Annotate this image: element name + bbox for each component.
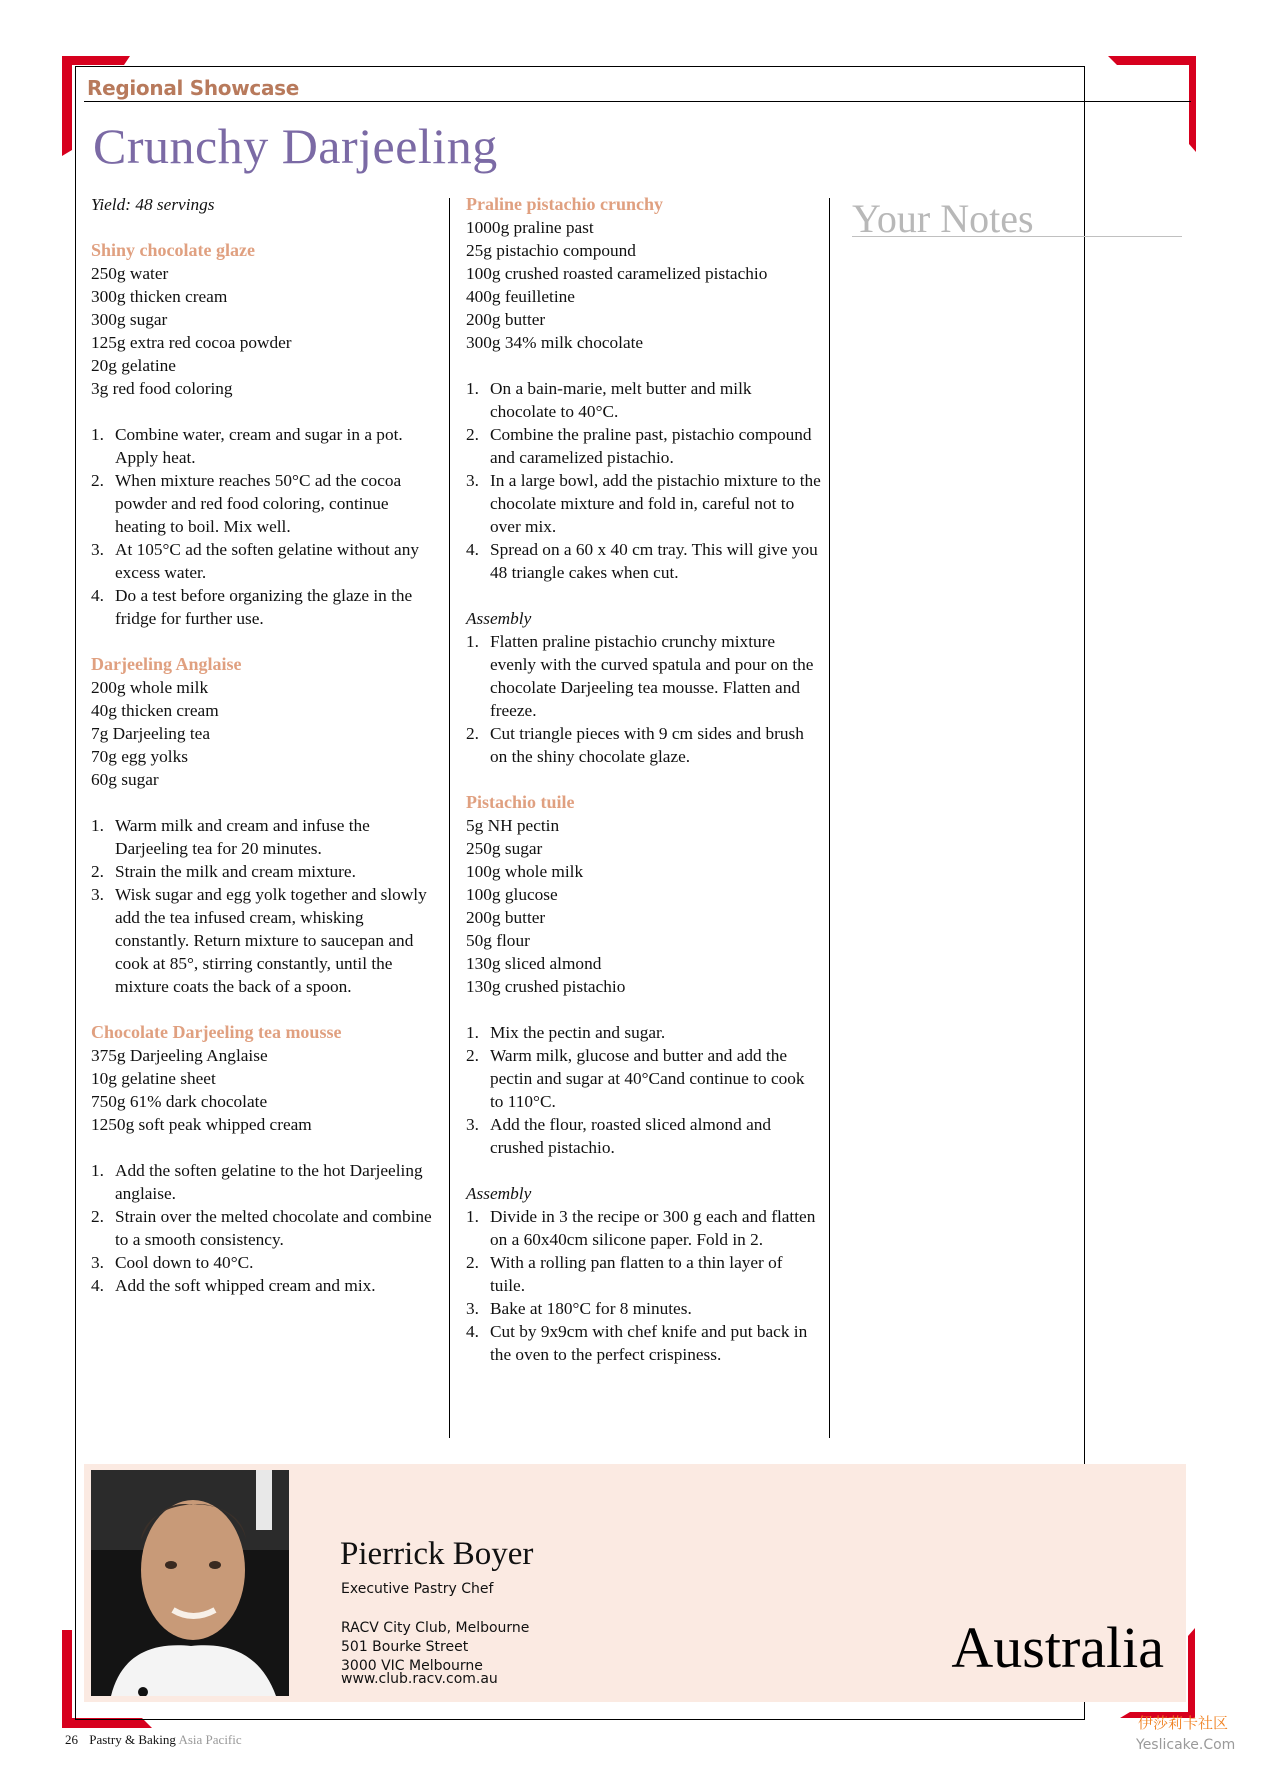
step-number: 4.: [91, 586, 104, 605]
step-list: [466, 630, 821, 768]
step-text: Spread on a 60 x 40 cm tray. This will give you 48 triangle cakes when cut.: [490, 540, 818, 582]
ingredient-item: 1250g soft peak whipped cream: [91, 1115, 312, 1134]
ingredient-item: 200g butter: [466, 908, 546, 927]
step-number: 3.: [466, 1299, 479, 1318]
step-number: 1.: [466, 1207, 479, 1226]
ingredient-list: [466, 216, 821, 354]
ingredient-item: 20g gelatine: [91, 356, 176, 375]
step-text: Cool down to 40°C.: [115, 1253, 254, 1272]
step-item: [91, 538, 441, 584]
step-text: On a bain-marie, melt butter and milk chocolate to 40°C.: [490, 379, 752, 421]
step-item: [91, 1205, 441, 1251]
chef-portrait-image: [91, 1470, 289, 1696]
step-item: [466, 1205, 821, 1251]
ingredient-item: 250g water: [91, 264, 169, 283]
page-footer: [65, 1732, 242, 1748]
ingredient-item: 60g sugar: [91, 770, 159, 789]
step-text: Divide in 3 the recipe or 300 g each and flatten on a 60x40cm silicone paper. Fold in 2.: [490, 1207, 816, 1249]
recipe-section-assembly-2: [466, 1182, 821, 1366]
step-number: 3.: [466, 1115, 479, 1134]
chef-profile-box: [84, 1464, 1186, 1702]
address-line: 501 Bourke Street: [341, 1639, 469, 1655]
step-number: 2.: [466, 724, 479, 743]
step-item: [91, 423, 441, 469]
step-text: Wisk sugar and egg yolk together and slowly add the tea infused cream, whisking constantly. Return mixture to saucepan and cook at 85°, stirring constantly, until the mixture coats the back of a spoon.: [115, 885, 427, 996]
step-list: [466, 1205, 821, 1366]
ingredient-item: 100g whole milk: [466, 862, 584, 881]
section-heading: Praline pistachio crunchy: [466, 194, 663, 214]
page-number: 26: [65, 1732, 78, 1747]
step-text: Cut triangle pieces with 9 cm sides and brush on the shiny chocolate glaze.: [490, 724, 804, 766]
ingredient-item: 300g sugar: [91, 310, 168, 329]
step-number: 3.: [91, 885, 104, 904]
step-number: 1.: [466, 1023, 479, 1042]
step-number: 4.: [91, 1276, 104, 1295]
step-item: [91, 814, 441, 860]
recipe-section-anglaise: [91, 653, 441, 998]
ingredient-list: [91, 676, 441, 791]
step-list: [466, 1021, 821, 1159]
step-number: 2.: [91, 862, 104, 881]
corner-bracket-top-right: [1108, 56, 1198, 156]
section-heading: Darjeeling Anglaise: [91, 654, 242, 674]
chef-website-link[interactable]: www.club.racv.com.au: [341, 1671, 498, 1687]
ingredient-item: 200g whole milk: [91, 678, 209, 697]
recipe-section-assembly-1: [466, 607, 821, 768]
recipe-section-mousse: [91, 1021, 441, 1297]
ingredient-item: 5g NH pectin: [466, 816, 560, 835]
step-text: At 105°C ad the soften gelatine without any excess water.: [115, 540, 419, 582]
ingredient-item: 200g butter: [466, 310, 546, 329]
step-text: Warm milk, glucose and butter and add the pectin and sugar at 40°Cand continue to cook to 110°C.: [490, 1046, 805, 1111]
step-number: 2.: [466, 425, 479, 444]
watermark-site: Yeslicake.Com: [1136, 1737, 1236, 1753]
ingredient-item: 3g red food coloring: [91, 379, 233, 398]
step-item: [91, 1251, 441, 1274]
step-number: 1.: [466, 379, 479, 398]
step-item: [91, 860, 441, 883]
step-text: Add the flour, roasted sliced almond and crushed pistachio.: [490, 1115, 772, 1157]
step-text: Combine the praline past, pistachio compound and caramelized pistachio.: [490, 425, 812, 467]
ingredient-item: 125g extra red cocoa powder: [91, 333, 292, 352]
step-number: 3.: [91, 540, 104, 559]
magazine-region: Asia Pacific: [178, 1732, 242, 1747]
step-item: [466, 630, 821, 722]
step-text: Flatten praline pistachio crunchy mixture evenly with the curved spatula and pour on the chocolate Darjeeling tea mousse. Flatten and freeze.: [490, 632, 814, 720]
step-item: [466, 1251, 821, 1297]
step-text: Cut by 9x9cm with chef knife and put back in the oven to the perfect crispiness.: [490, 1322, 808, 1364]
section-heading: Pistachio tuile: [466, 792, 575, 812]
country-label: Australia: [951, 1615, 1164, 1680]
ingredient-item: 130g sliced almond: [466, 954, 602, 973]
yield-text: Yield: 48 servings: [91, 195, 215, 214]
magazine-name: Pastry & Baking: [89, 1732, 176, 1747]
recipe-column-2: [466, 193, 821, 1389]
ingredient-item: 300g 34% milk chocolate: [466, 333, 644, 352]
assembly-heading: Assembly: [466, 1184, 532, 1203]
step-item: [466, 1297, 821, 1320]
step-number: 1.: [91, 1161, 104, 1180]
recipe-section-tuile: [466, 791, 821, 1159]
chef-photo: [91, 1470, 289, 1696]
step-item: [91, 469, 441, 538]
step-item: [91, 1274, 441, 1297]
ingredient-item: 10g gelatine sheet: [91, 1069, 216, 1088]
ingredient-item: 50g flour: [466, 931, 530, 950]
step-text: Mix the pectin and sugar.: [490, 1023, 666, 1042]
step-list: [91, 1159, 441, 1297]
step-item: [91, 1159, 441, 1205]
step-item: [466, 1320, 821, 1366]
step-item: [466, 377, 821, 423]
step-item: [466, 1044, 821, 1113]
chef-address: [341, 1619, 529, 1676]
notes-rule: [852, 236, 1182, 237]
ingredient-item: 40g thicken cream: [91, 701, 219, 720]
chef-role: Executive Pastry Chef: [341, 1581, 494, 1597]
section-heading: Chocolate Darjeeling tea mousse: [91, 1022, 342, 1042]
step-text: Add the soften gelatine to the hot Darjeeling anglaise.: [115, 1161, 423, 1203]
ingredient-item: 250g sugar: [466, 839, 543, 858]
step-number: 1.: [91, 425, 104, 444]
ingredient-item: 375g Darjeeling Anglaise: [91, 1046, 268, 1065]
step-text: Strain the milk and cream mixture.: [115, 862, 356, 881]
step-item: [466, 538, 821, 584]
step-item: [91, 584, 441, 630]
ingredient-item: 750g 61% dark chocolate: [91, 1092, 268, 1111]
step-number: 1.: [91, 816, 104, 835]
step-list: [91, 814, 441, 998]
step-list: [466, 377, 821, 584]
address-line: RACV City Club, Melbourne: [341, 1620, 530, 1636]
step-number: 3.: [466, 471, 479, 490]
column-divider: [449, 198, 450, 1438]
page-title: Crunchy Darjeeling: [93, 118, 498, 174]
assembly-heading: Assembly: [466, 609, 532, 628]
step-number: 2.: [91, 1207, 104, 1226]
recipe-column-1: [91, 193, 441, 1320]
step-text: In a large bowl, add the pistachio mixture to the chocolate mixture and fold in, careful not to over mix.: [490, 471, 821, 536]
ingredient-item: 100g crushed roasted caramelized pistachio: [466, 264, 768, 283]
recipe-section-glaze: [91, 239, 441, 630]
notes-title: Your Notes: [852, 196, 1034, 241]
step-item: [466, 722, 821, 768]
step-number: 3.: [91, 1253, 104, 1272]
step-list: [91, 423, 441, 630]
section-label: Regional Showcase: [87, 76, 300, 100]
step-text: With a rolling pan flatten to a thin layer of tuile.: [490, 1253, 783, 1295]
step-item: [466, 1113, 821, 1159]
step-text: Warm milk and cream and infuse the Darjeeling tea for 20 minutes.: [115, 816, 370, 858]
ingredient-item: 70g egg yolks: [91, 747, 188, 766]
step-item: [466, 1021, 821, 1044]
ingredient-item: 130g crushed pistachio: [466, 977, 626, 996]
step-number: 2.: [466, 1253, 479, 1272]
ingredient-item: 25g pistachio compound: [466, 241, 636, 260]
step-text: When mixture reaches 50°C ad the cocoa powder and red food coloring, continue heating to boil. Mix well.: [115, 471, 402, 536]
ingredient-item: 7g Darjeeling tea: [91, 724, 210, 743]
ingredient-list: [91, 262, 441, 400]
step-text: Add the soft whipped cream and mix.: [115, 1276, 376, 1295]
ingredient-item: 300g thicken cream: [91, 287, 228, 306]
step-number: 2.: [466, 1046, 479, 1065]
step-text: Combine water, cream and sugar in a pot. Apply heat.: [115, 425, 403, 467]
step-text: Bake at 180°C for 8 minutes.: [490, 1299, 692, 1318]
step-text: Do a test before organizing the glaze in the fridge for further use.: [115, 586, 413, 628]
step-text: Strain over the melted chocolate and combine to a smooth consistency.: [115, 1207, 432, 1249]
step-number: 2.: [91, 471, 104, 490]
ingredient-item: 400g feuilletine: [466, 287, 575, 306]
step-number: 4.: [466, 1322, 479, 1341]
step-item: [466, 423, 821, 469]
address-line: 3000 VIC Melbourne: [341, 1658, 483, 1674]
column-divider: [829, 198, 830, 1438]
step-item: [466, 469, 821, 538]
ingredient-item: 1000g praline past: [466, 218, 594, 237]
step-item: [91, 883, 441, 998]
step-number: 4.: [466, 540, 479, 559]
ingredient-list: [91, 1044, 441, 1136]
header-rule: [84, 101, 1191, 102]
watermark-chinese: 伊莎莉卡社区: [1138, 1714, 1229, 1732]
ingredient-list: [466, 814, 821, 998]
step-number: 1.: [466, 632, 479, 651]
chef-name: Pierrick Boyer: [340, 1536, 534, 1572]
ingredient-item: 100g glucose: [466, 885, 558, 904]
section-heading: Shiny chocolate glaze: [91, 240, 255, 260]
recipe-section-crunchy: [466, 193, 821, 584]
